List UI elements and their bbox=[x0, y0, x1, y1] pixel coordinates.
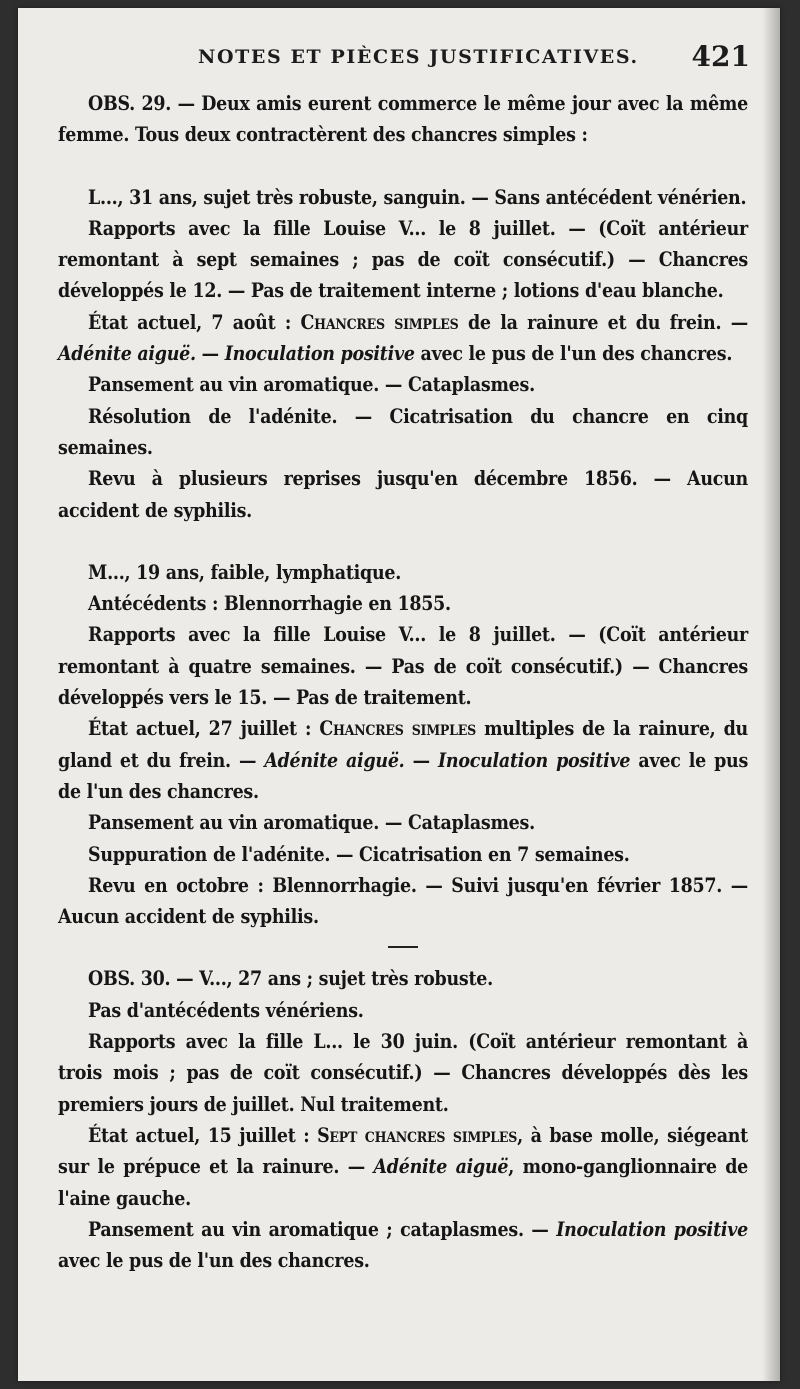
italic-term: Inoculation positive bbox=[437, 748, 631, 772]
text-run: avec le pus de l'un des chancres. bbox=[58, 1249, 370, 1273]
obs29-intro: OBS. 29. — Deux amis eurent commerce le même jour avec la même femme. Tous deux contractèrent des chancres simples : bbox=[58, 92, 748, 147]
case2-etat-actuel bbox=[58, 713, 748, 807]
obs30-pansement bbox=[58, 1214, 748, 1277]
case1-patient: L..., 31 ans, sujet très robuste, sanguin. — Sans antécédent vénérien. bbox=[88, 185, 747, 209]
running-title: NOTES ET PIÈCES JUSTIFICATIVES. bbox=[198, 46, 639, 68]
case1-pansement: Pansement au vin aromatique. — Cataplasmes. bbox=[88, 373, 535, 397]
text-run: État actuel, 27 juillet : bbox=[88, 717, 320, 741]
text-run: , à base molle, siégeant sur le prépuce et la rainure. — bbox=[58, 1123, 748, 1179]
case2-revu: Revu en octobre : Blennorrhagie. — Suivi jusqu'en février 1857. — Aucun accident de syphilis. bbox=[58, 873, 748, 929]
italic-term: Adénite aiguë. bbox=[264, 748, 405, 772]
italic-term: Adénite aiguë. bbox=[58, 342, 196, 366]
case2-suppuration: Suppuration de l'adénite. — Cicatrisation en 7 semaines. bbox=[88, 842, 630, 866]
italic-term: Inoculation positive bbox=[556, 1217, 748, 1241]
text-run: — bbox=[404, 748, 438, 772]
case1-resolution: Résolution de l'adénite. — Cicatrisation du chancre en cinq semaines. bbox=[58, 404, 748, 459]
case1-etat-actuel bbox=[58, 307, 748, 370]
page-header bbox=[18, 40, 780, 76]
page-number: 421 bbox=[691, 40, 750, 73]
obs30-rapports: Rapports avec la fille L... le 30 juin. (Coït antérieur remontant à trois mois ; pas de coït consécutif.) — Chancres développés dès les premiers jours de juillet. Nul traitement. bbox=[58, 1030, 748, 1116]
text-run: avec le pus de l'un des chancres. bbox=[58, 748, 749, 803]
case2-rapports: Rapports avec la fille Louise V... le 8 juillet. — (Coït antérieur remontant à quatre semaines. — Pas de coït consécutif.) — Chancres développés vers le 15. — Pas de traitement. bbox=[58, 623, 748, 710]
text-run: avec le pus de l'un des chancres. bbox=[414, 342, 733, 366]
obs30-etat-actuel bbox=[58, 1120, 748, 1214]
text-run: multiples de la rainure, du gland et du frein. — bbox=[58, 717, 748, 772]
case1-revu: Revu à plusieurs reprises jusqu'en décembre 1856. — Aucun accident de syphilis. bbox=[58, 467, 748, 522]
obs30-intro: OBS. 30. — V..., 27 ans ; sujet très robuste. bbox=[88, 967, 493, 991]
page-edge-shadow bbox=[762, 8, 780, 1381]
small-caps-term: Sept chancres simples bbox=[317, 1123, 518, 1147]
obs30-antecedents: Pas d'antécédents vénériens. bbox=[88, 998, 364, 1022]
body-text bbox=[58, 88, 748, 1276]
paragraph-gap bbox=[58, 151, 748, 182]
case2-pansement: Pansement au vin aromatique. — Cataplasmes. bbox=[88, 811, 535, 835]
text-run: Pansement au vin aromatique ; cataplasmes. — bbox=[88, 1217, 557, 1241]
small-caps-term: Chancres simples bbox=[319, 717, 476, 741]
section-rule bbox=[388, 946, 418, 948]
case2-patient: M..., 19 ans, faible, lymphatique. bbox=[88, 560, 402, 584]
italic-term: Adénite aiguë bbox=[373, 1155, 509, 1179]
case2-antecedents: Antécédents : Blennorrhagie en 1855. bbox=[88, 592, 451, 616]
text-run: État actuel, 15 juillet : bbox=[88, 1123, 318, 1147]
case1-rapports: Rapports avec la fille Louise V... le 8 juillet. — (Coït antérieur remontant à sept semaines ; pas de coït consécutif.) — Chancres développés le 12. — Pas de traitement interne ; lotions d'eau blanche. bbox=[58, 216, 748, 303]
book-page bbox=[18, 8, 780, 1381]
italic-term: Inoculation positive bbox=[224, 342, 415, 366]
paragraph-gap bbox=[58, 526, 748, 557]
text-run: État actuel, 7 août : bbox=[88, 310, 301, 334]
text-run: de la rainure et du frein. — bbox=[458, 310, 748, 334]
text-run: , mono-ganglionnaire de l'aine gauche. bbox=[58, 1155, 749, 1210]
small-caps-term: Chancres simples bbox=[300, 310, 459, 334]
text-run: — bbox=[195, 342, 225, 366]
